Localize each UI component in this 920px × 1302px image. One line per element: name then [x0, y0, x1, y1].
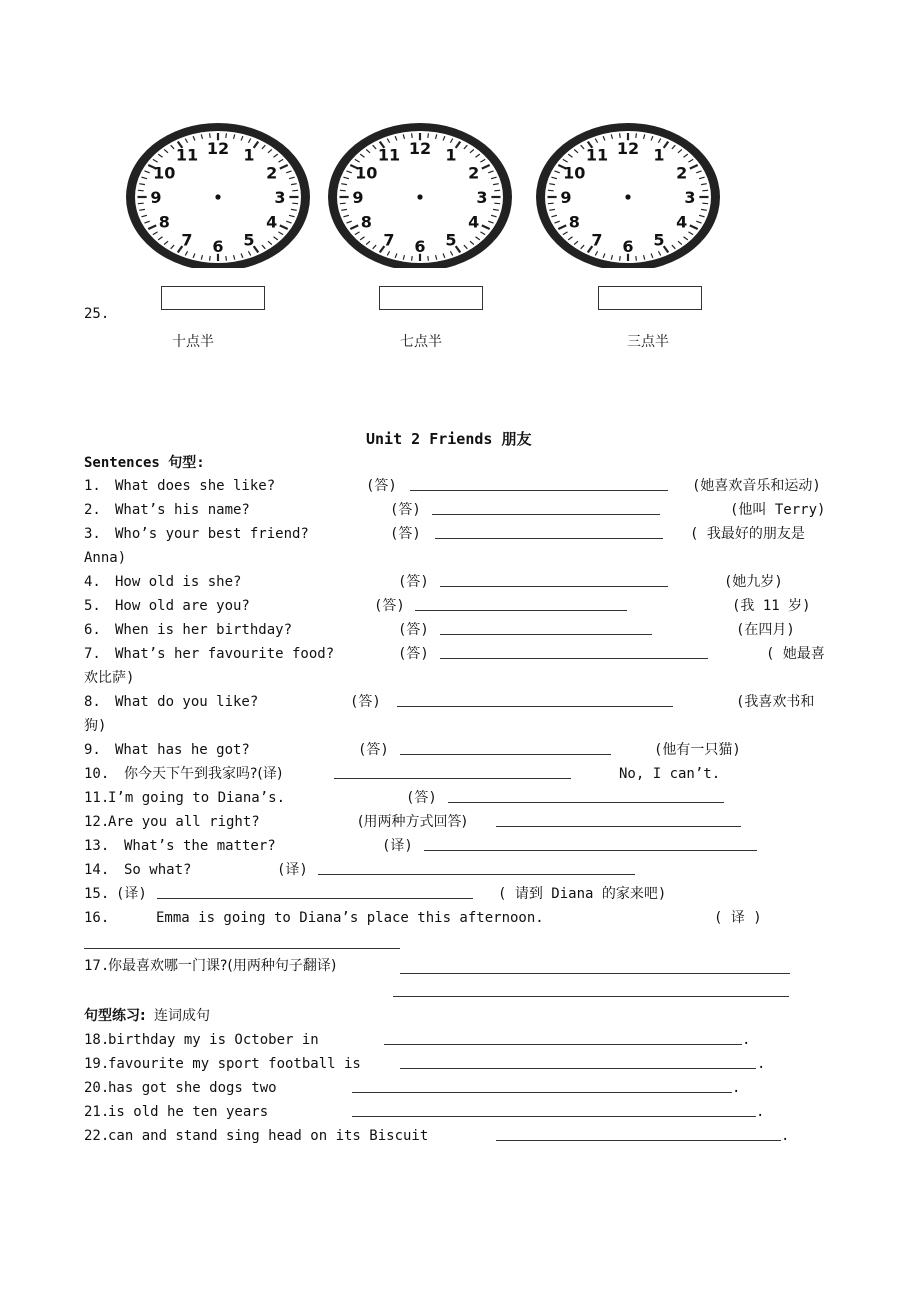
clock-2: [327, 120, 513, 268]
clock-number: 7: [383, 230, 395, 250]
q-number: 14.: [84, 862, 110, 878]
q-text: Emma is going to Diana’s place this afternoon.: [156, 910, 544, 926]
answer-line-17b[interactable]: [393, 996, 789, 997]
period: .: [742, 1032, 751, 1048]
clock-number: 5: [445, 230, 457, 250]
q-number: 13.: [84, 838, 110, 854]
q-number: 20.: [84, 1080, 110, 1096]
clock-tick: [226, 256, 227, 261]
q-tag: (答): [398, 646, 429, 662]
clock-number: 6: [622, 237, 634, 256]
q-tag: (答): [406, 790, 437, 806]
answer-line[interactable]: [157, 898, 473, 899]
q-tag: (译): [116, 886, 147, 902]
q-hint: (她九岁): [724, 574, 783, 590]
q-hint: (在四月): [736, 622, 795, 638]
q-text: What’s his name?: [115, 502, 250, 518]
question-number-25: 25.: [84, 306, 110, 322]
q-number: 15.: [84, 886, 110, 902]
clock-number: 10: [355, 163, 378, 183]
answer-line[interactable]: [415, 610, 627, 611]
q-tag: (答): [350, 694, 381, 710]
q-number: 19.: [84, 1056, 110, 1072]
answer-line[interactable]: [384, 1044, 742, 1045]
clock-tick: [226, 133, 227, 138]
q-number: 7.: [84, 646, 101, 662]
q-tag: (译): [277, 862, 308, 878]
answer-line[interactable]: [400, 1068, 756, 1069]
answer-line[interactable]: [496, 1140, 781, 1141]
q-hint: ( 她最喜: [766, 646, 825, 662]
clock-number: 8: [360, 212, 372, 232]
clock-number: 12: [616, 139, 640, 158]
answer-line[interactable]: [432, 514, 660, 515]
clock-caption-1: 十点半: [172, 334, 214, 350]
answer-line[interactable]: [410, 490, 668, 491]
q-tag: (答): [390, 526, 421, 542]
clock-tick: [620, 256, 621, 261]
q-text: I’m going to Diana’s.: [108, 790, 286, 806]
clock-number: 1: [445, 145, 457, 165]
clock-number: 8: [568, 212, 580, 232]
q-hint: ( 我最好的朋友是: [690, 526, 805, 542]
q-number: 9.: [84, 742, 101, 758]
q-tag: (答): [398, 574, 429, 590]
q-number: 18.: [84, 1032, 110, 1048]
answer-line[interactable]: [352, 1092, 732, 1093]
q-text: What’s her favourite food?: [115, 646, 335, 662]
clock-number: 12: [206, 139, 230, 158]
answer-line[interactable]: [448, 802, 724, 803]
q-number: 2.: [84, 502, 101, 518]
q-hint: (他叫 Terry): [730, 502, 826, 518]
q-number: 1.: [84, 478, 101, 494]
q-number: 21.: [84, 1104, 110, 1120]
q-hint-continued: 狗): [84, 718, 107, 734]
answer-line[interactable]: [440, 658, 708, 659]
clock-number: 1: [653, 145, 665, 165]
answer-box-3[interactable]: [598, 286, 702, 310]
clock-number: 10: [563, 163, 586, 183]
q-hint: ( 请到 Diana 的家来吧): [498, 886, 667, 902]
clock-number: 6: [212, 237, 224, 256]
answer-line[interactable]: [440, 634, 652, 635]
clock-number: 3: [274, 188, 286, 207]
q-tag: (答): [398, 622, 429, 638]
clock-tick: [428, 256, 429, 261]
q-number: 11.: [84, 790, 110, 806]
clock-number: 3: [476, 188, 488, 207]
clock-number: 5: [243, 230, 255, 250]
clock-number: 8: [158, 212, 170, 232]
sentences-heading: Sentences 句型:: [84, 455, 205, 471]
q-text: Are you all right?: [108, 814, 260, 830]
clock-tick: [412, 133, 413, 138]
clock-number: 3: [684, 188, 696, 207]
answer-line[interactable]: [440, 586, 668, 587]
clock-number: 9: [560, 188, 572, 207]
clock-tick: [210, 256, 211, 261]
clock-tick: [210, 133, 211, 138]
q-number: 10.: [84, 766, 110, 782]
clock-1: [125, 120, 311, 268]
period: .: [756, 1104, 765, 1120]
answer-line[interactable]: [318, 874, 635, 875]
answer-line[interactable]: [397, 706, 673, 707]
q-tag: (答): [374, 598, 405, 614]
q-number: 4.: [84, 574, 101, 590]
clock-number: 5: [653, 230, 665, 250]
clock-number: 2: [468, 163, 480, 183]
answer-line[interactable]: [424, 850, 757, 851]
period: .: [732, 1080, 741, 1096]
q-hint: (我 11 岁): [732, 598, 811, 614]
q-number: 3.: [84, 526, 101, 542]
clock-tick: [636, 256, 637, 261]
clock-number: 4: [266, 212, 278, 232]
answer-line[interactable]: [496, 826, 741, 827]
q-tag: (答): [366, 478, 397, 494]
clock-number: 11: [377, 145, 401, 165]
clock-number: 11: [175, 145, 199, 165]
clock-number: 6: [414, 237, 426, 256]
q-hint: (她喜欢音乐和运动): [692, 478, 821, 494]
period: .: [781, 1128, 790, 1144]
clock-tick: [620, 133, 621, 138]
practice-heading: 句型练习:: [84, 1008, 146, 1024]
clock-caption-3: 三点半: [627, 334, 669, 350]
clock-center: [417, 194, 422, 199]
q-text: How old are you?: [115, 598, 250, 614]
q-text: Who’s your best friend?: [115, 526, 309, 542]
answer-line[interactable]: [334, 778, 571, 779]
q-number: 5.: [84, 598, 101, 614]
q-text: 你今天下午到我家吗?(译): [124, 766, 283, 782]
answer-line[interactable]: [400, 754, 611, 755]
q-number: 22.: [84, 1128, 110, 1144]
clock-tick: [428, 133, 429, 138]
q-tag: (译): [382, 838, 413, 854]
q-tag: (答): [358, 742, 389, 758]
q-words: can and stand sing head on its Biscuit: [108, 1128, 429, 1144]
q-hint: (我喜欢书和: [736, 694, 815, 710]
q-hint: (他有一只猫): [654, 742, 741, 758]
q-words: is old he ten years: [108, 1104, 269, 1120]
unit-title: Unit 2 Friends 朋友: [366, 430, 532, 448]
answer-line[interactable]: [435, 538, 663, 539]
q-hint-continued: Anna): [84, 550, 127, 566]
q-words: birthday my is October in: [108, 1032, 319, 1048]
clock-number: 9: [352, 188, 364, 207]
clock-number: 7: [591, 230, 603, 250]
q-tag: ( 译 ): [714, 910, 762, 926]
clock-number: 7: [181, 230, 193, 250]
clock-3: [535, 120, 721, 268]
clock-number: 10: [153, 163, 176, 183]
q-tag: (用两种方式回答): [358, 814, 467, 830]
q-text: How old is she?: [115, 574, 242, 590]
answer-line[interactable]: [352, 1116, 756, 1117]
q-answer: No, I can’t.: [619, 766, 721, 782]
clock-caption-2: 七点半: [400, 334, 442, 350]
q-text: So what?: [124, 862, 192, 878]
answer-box-2[interactable]: [379, 286, 483, 310]
q-text: What does she like?: [115, 478, 276, 494]
q-number: 8.: [84, 694, 101, 710]
clock-number: 2: [676, 163, 688, 183]
q-tag: (答): [390, 502, 421, 518]
q-words: has got she dogs two: [108, 1080, 277, 1096]
clock-center: [215, 194, 220, 199]
practice-subheading: 连词成句: [154, 1008, 210, 1024]
clock-number: 9: [150, 188, 162, 207]
q-number: 12.: [84, 814, 110, 830]
clock-tick: [636, 133, 637, 138]
clock-number: 2: [266, 163, 278, 183]
q-text: What do you like?: [115, 694, 259, 710]
clock-tick: [412, 256, 413, 261]
clock-number: 11: [585, 145, 609, 165]
q-text: When is her birthday?: [115, 622, 293, 638]
period: .: [757, 1056, 766, 1072]
answer-line[interactable]: [400, 973, 790, 974]
clock-number: 12: [408, 139, 432, 158]
q-number: 16.: [84, 910, 110, 926]
q-text: What’s the matter?: [124, 838, 276, 854]
answer-line-16[interactable]: [84, 948, 400, 949]
answer-box-1[interactable]: [161, 286, 265, 310]
clock-number: 1: [243, 145, 255, 165]
clock-number: 4: [676, 212, 688, 232]
clock-number: 4: [468, 212, 480, 232]
clock-center: [625, 194, 630, 199]
q-number: 17.: [84, 958, 110, 974]
q-hint-continued: 欢比萨): [84, 670, 135, 686]
q-text: 你最喜欢哪一门课?(用两种句子翻译): [108, 958, 337, 974]
q-words: favourite my sport football is: [108, 1056, 361, 1072]
q-number: 6.: [84, 622, 101, 638]
q-text: What has he got?: [115, 742, 250, 758]
